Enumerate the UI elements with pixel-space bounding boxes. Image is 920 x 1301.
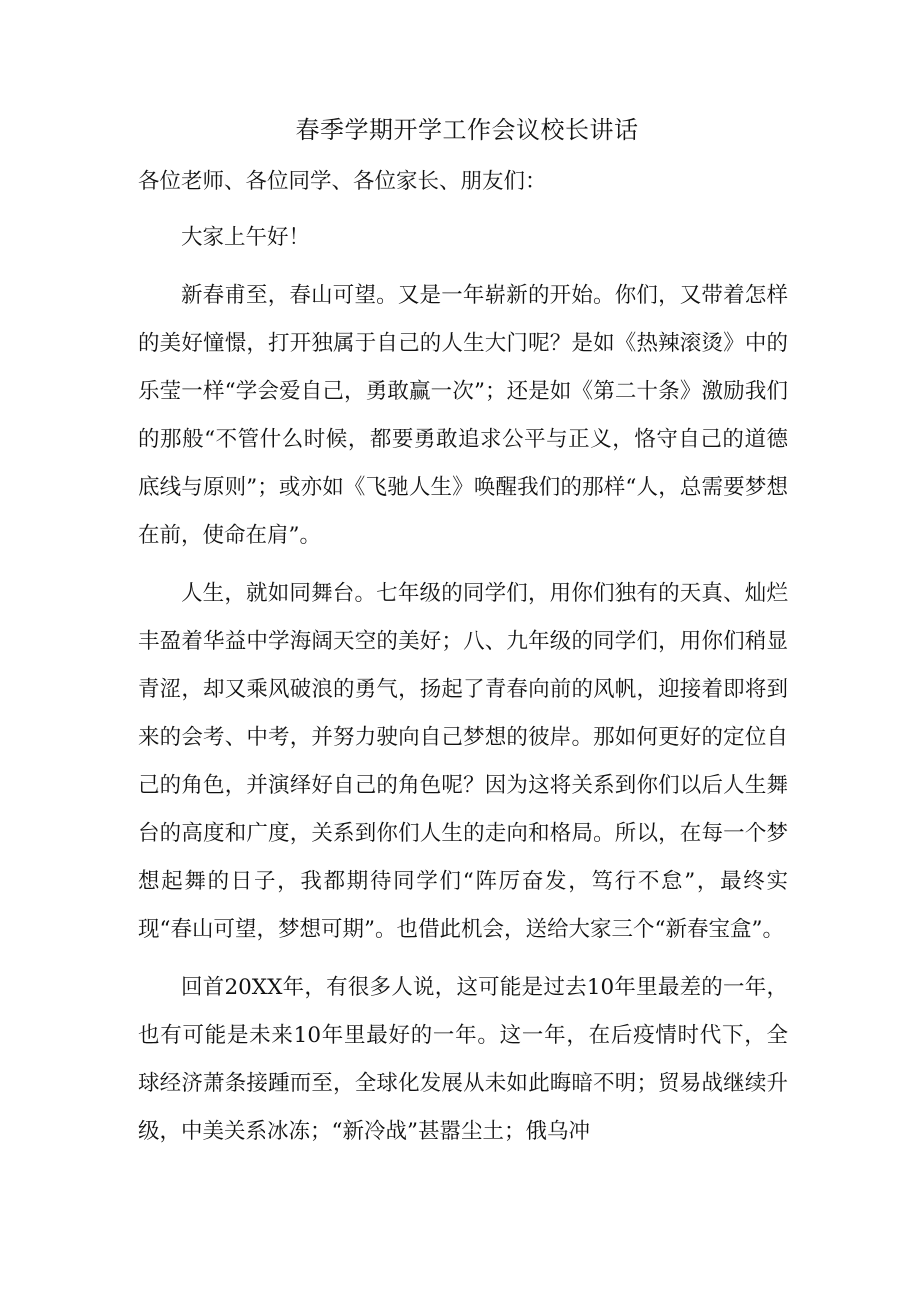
document-title: 春季学期开学工作会议校长讲话 bbox=[295, 116, 639, 144]
paragraph-greeting: 大家上午好！ bbox=[181, 225, 311, 250]
paragraph-looking-back: 回首20XX年，有很多人说，这可能是过去10年里最差的一年，也有可能是未来10年里最好的一年。这一年，在后疫情时代下，全球经济萧条接踵而至，全球化发展从未如此晦暗不明；贸易战继续升级，中美关系冰冻；“新冷战”甚嚣尘土；俄乌冲 bbox=[138, 975, 788, 1144]
paragraph-new-spring: 新春甫至，春山可望。又是一年崭新的开始。你们，又带着怎样的美好憧憬，打开独属于自己的人生大门呢？是如《热辣滚烫》中的乐莹一样“学会爱自己，勇敢赢一次”；还是如《第二十条》激励我们的那般“不管什么时候，都要勇敢追求公平与正义，恪守自己的道德底线与原则”；或亦如《飞驰人生》唤醒我们的那样“人，总需要梦想在前，使命在肩”。 bbox=[138, 283, 788, 548]
salutation: 各位老师、各位同学、各位家长、朋友们： bbox=[138, 169, 547, 194]
paragraph-life-stage: 人生，就如同舞台。七年级的同学们，用你们独有的天真、灿烂丰盈着华益中学海阔天空的美好；八、九年级的同学们，用你们稍显青涩，却又乘风破浪的勇气，扬起了青春向前的风帆，迎接着即将到来的会考、中考，并努力驶向自己梦想的彼岸。那如何更好的定位自己的角色，并演绎好自己的角色呢？因为这将关系到你们以后人生舞台的高度和广度，关系到你们人生的走向和格局。所以，在每一个梦想起舞的日子，我都期待同学们“阵厉奋发，笃行不怠”，最终实现“春山可望，梦想可期”。也借此机会，送给大家三个“新春宝盒”。 bbox=[138, 581, 788, 942]
